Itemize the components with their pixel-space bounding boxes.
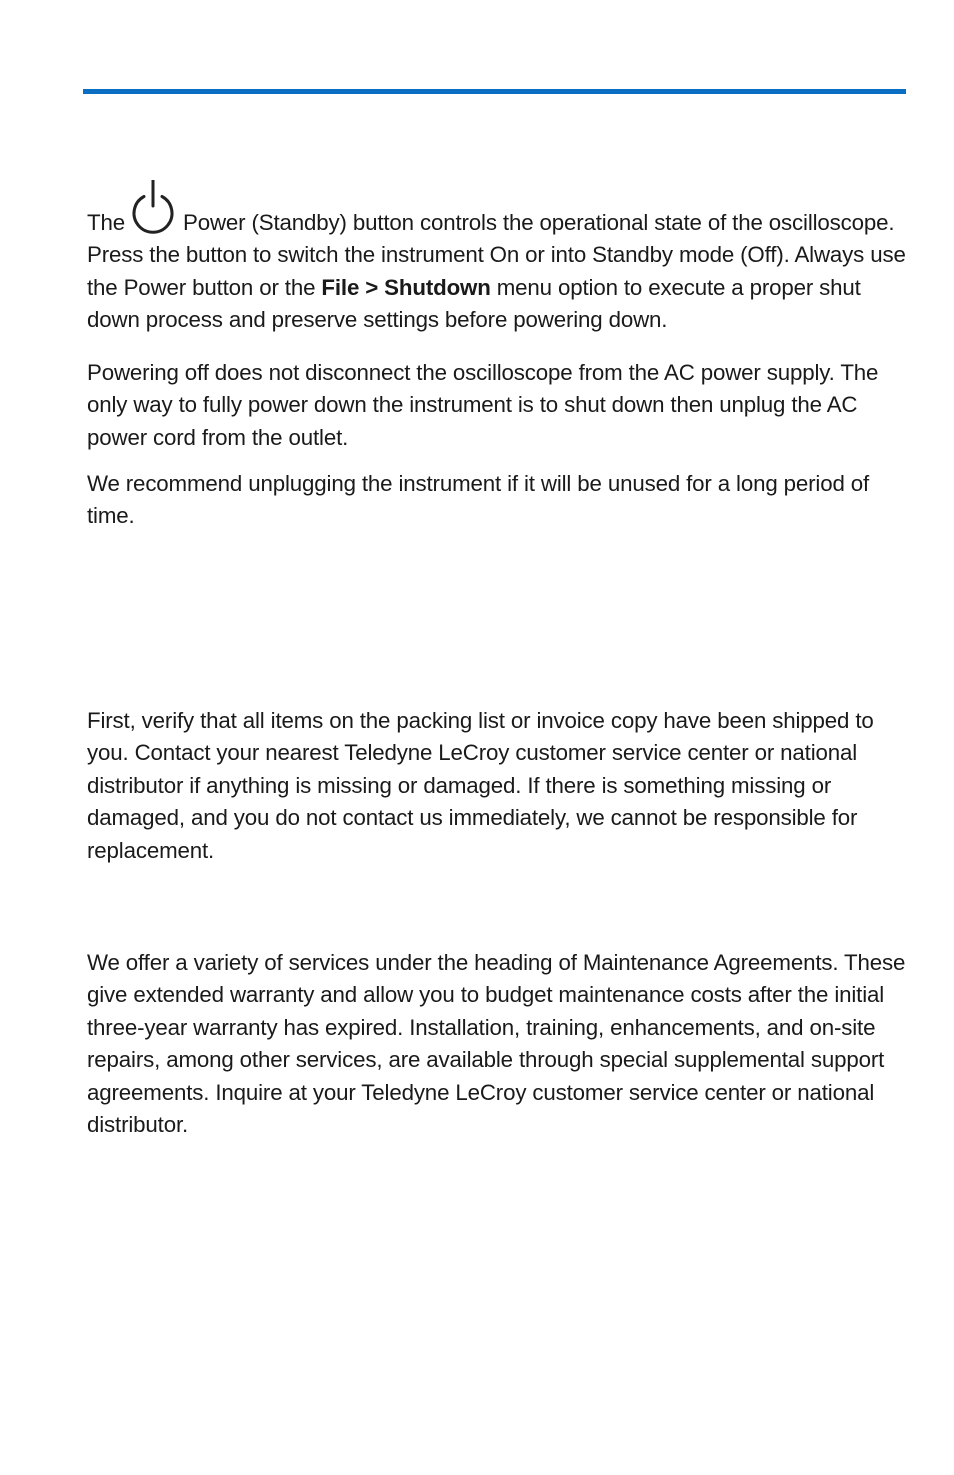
power-icon: [129, 180, 177, 236]
header-rule: [83, 89, 906, 94]
powering-off-paragraph: Powering off does not disconnect the oscilloscope from the AC power supply. The only way to fully power down the instrument is to shut down then unplug the AC power cord from the outlet.: [87, 360, 879, 450]
power-text-start: The: [87, 210, 125, 235]
maintenance-agreements-paragraph: We offer a variety of services under the heading of Maintenance Agreements. These give extended warranty and allow you to budget maintenance costs after the initial three-year warranty has expired. Installation, training, enhancements, and on-site repairs, among other services, are available through special supplemental support agreements. Inquire at your Teledyne LeCroy customer service center or national distributor.: [87, 950, 906, 1138]
file-shutdown-menu-label: File > Shutdown: [321, 274, 491, 300]
unplug-recommendation-paragraph: We recommend unplugging the instrument if it will be unused for a long period of time.: [87, 471, 870, 529]
power-text-end: menu option to execute a proper shut down process and preserve settings before powering down.: [87, 274, 861, 333]
power-text-middle: Power (Standby) button controls the operational state of the oscilloscope. Press the button to switch the instrument On or into Standby mode (Off). Always use the Power button or the: [87, 210, 906, 300]
power-button-paragraph: [87, 180, 907, 337]
shipment-verification-paragraph: First, verify that all items on the packing list or invoice copy have been shipped to you. Contact your nearest Teledyne LeCroy customer service center or national distributor if anything is missing or damaged. If there is something missing or damaged, and you do not contact us immediately, we cannot be responsible for replacement.: [87, 708, 874, 863]
